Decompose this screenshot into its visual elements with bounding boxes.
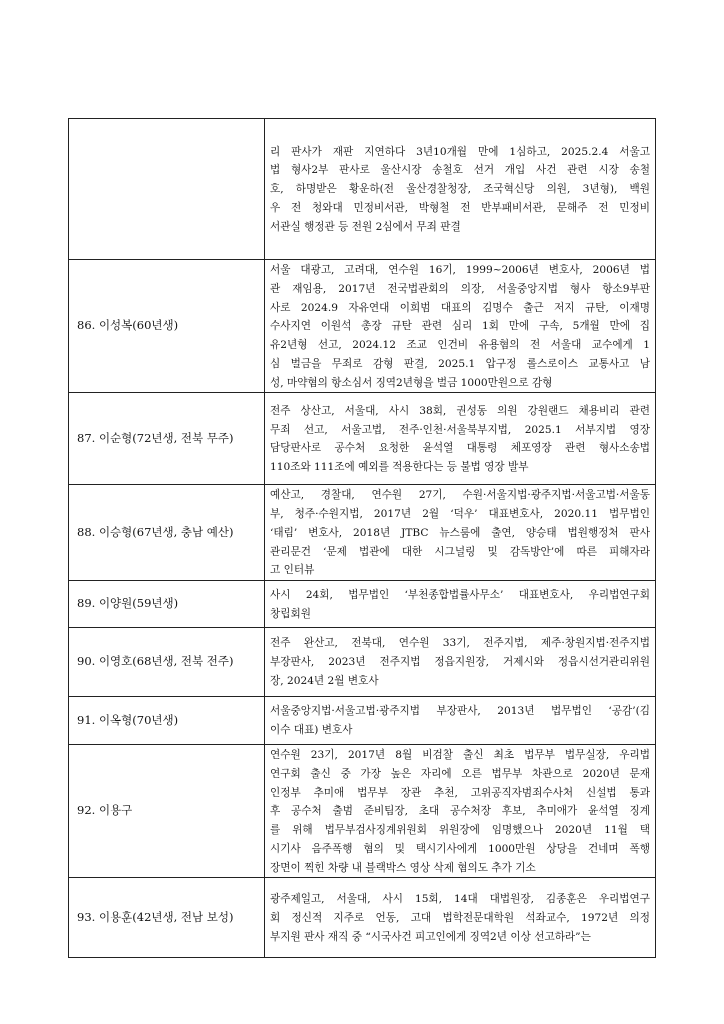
description-line: 이수 대표) 변호사	[270, 724, 353, 736]
career-description-cell	[265, 628, 656, 697]
table-row	[69, 628, 656, 697]
description-line: 호, 하명받은 황운하(전 울산경찰청장, 조국혁신당 의원, 3년형), 백원	[270, 183, 650, 196]
description-line: 예산고, 경찰대, 연수원 27기, 수원·서울지법·광주지법·서울고법·서울동	[270, 489, 650, 502]
description-line: 광주제일고, 서울대, 사시 15회, 14대 대법원장, 김종훈은 우리법연구	[270, 893, 650, 906]
description-line: 서울중앙지법·서울고법·광주지법 부장판사, 2013년 법무법인 ‘공감’(김	[270, 705, 650, 718]
career-description-cell	[265, 581, 656, 628]
person-name-cell: 91. 이옥형(70년생)	[69, 697, 265, 745]
description-line: 서울 대광고, 고려대, 연수원 16기, 1999~2006년 변호사, 2006년 법	[270, 264, 650, 276]
table-row	[69, 581, 656, 628]
description-line: 유2년형 선고, 2024.12 조교 인건비 유용혐의 전 서울대 교수에게 1	[270, 339, 650, 351]
description-line: 사로 2024.9 자유연대 이희범 대표의 김명수 출근 저지 규탄, 이재명	[270, 301, 650, 314]
description-line: 고 인터뷰	[270, 564, 315, 577]
description-line: 회 정신적 지주로 언동, 고대 법학전문대학원 석좌교수, 1972년 의정	[270, 911, 650, 924]
table-row	[69, 878, 656, 958]
career-description-cell	[265, 745, 656, 878]
description-line: 서관실 행정관 등 전원 2심에서 무죄 판결	[270, 220, 461, 233]
career-description-cell	[265, 485, 656, 581]
description-line: 장면이 찍힌 차량 내 블랙박스 영상 삭제 혐의도 추가 기소	[270, 861, 536, 874]
description-line: 전주 완산고, 전북대, 연수원 33기, 전주지법, 제주·창원지법·전주지법	[270, 637, 650, 650]
description-line: 창립회원	[270, 607, 311, 620]
description-line: 우 전 청와대 민정비서관, 박형철 전 반부패비서관, 문해주 전 민정비	[270, 201, 650, 214]
description-line: 심 벌금을 무죄로 감형 판결, 2025.1 압구정 롤스로이스 교통사고 남	[270, 357, 650, 370]
table-row	[69, 745, 656, 878]
description-line: 부, 청주·수원지법, 2017년 2월 ‘덕우’ 대표변호사, 2020.11 법무법인	[270, 508, 650, 520]
description-line: 후 공수처 출범 준비팀장, 초대 공수처장 후보, 추미애가 윤석열 징계	[270, 805, 650, 818]
description-line: 연구회 출신 중 가장 높은 자리에 오른 법무부 차관으로 2020년 문재	[270, 767, 650, 780]
description-line: 를 위해 법무부검사징계위원회 위원장에 임명했으나 2020년 11월 택	[270, 824, 650, 836]
person-name-cell: 87. 이순형(72년생, 전북 무주)	[69, 393, 265, 485]
description-line: 리 판사가 재판 지연하다 3년10개월 만에 1심하고, 2025.2.4 서울고	[270, 145, 650, 158]
description-line: 시기사 음주폭행 혐의 및 택시기사에게 1000만원 상당을 건네며 폭행	[270, 842, 650, 855]
table-row	[69, 697, 656, 745]
person-name-cell: 88. 이승형(67년생, 충남 예산)	[69, 485, 265, 581]
legal-profile-table	[68, 118, 656, 958]
career-description-cell	[265, 393, 656, 485]
table-row	[69, 485, 656, 581]
description-line: 사시 24회, 법무법인 ‘부천종합법률사무소’ 대표변호사, 우리법연구회	[270, 588, 650, 601]
description-line: 부지원 판사 재직 중 “시국사건 피고인에게 징역2년 이상 선고하라”는	[270, 930, 591, 943]
description-line: 성, 마약혐의 항소심서 징역2년형을 벌금 1000만원으로 감형	[270, 376, 553, 389]
person-name-cell: 90. 이영호(68년생, 전북 전주)	[69, 628, 265, 697]
description-line: 전주 상산고, 서울대, 사시 38회, 권성동 의원 강원랜드 채용비리 관련	[270, 404, 650, 417]
description-line: 연수원 23기, 2017년 8월 비검찰 출신 최초 법무부 법무실장, 우리법	[270, 749, 650, 761]
description-line: 법 형사2부 판사로 울산시장 송철호 선거 개입 사건 관련 시장 송철	[270, 164, 650, 177]
table-body	[69, 119, 656, 958]
description-line: 관리문건 ‘문제 법관에 대한 시그널링 및 감독방안’에 따른 피해자라	[270, 545, 650, 558]
career-description-cell	[265, 878, 656, 958]
table-row	[69, 260, 656, 393]
description-line: 부장판사, 2023년 전주지법 정읍지원장, 거제시와 정읍시선거관리위원	[270, 656, 650, 669]
description-line: 관 재임용, 2017년 전국법관회의 의장, 서울중앙지법 형사 항소9부판	[270, 282, 650, 295]
table-row	[69, 119, 656, 260]
description-line: 무죄 선고, 서울고법, 전주·인천·서울북부지법, 2025.1 서부지법 영장	[270, 423, 650, 436]
person-name-cell: 92. 이용구	[69, 745, 265, 878]
table-row	[69, 393, 656, 485]
description-line: 장, 2024년 2월 변호사	[270, 674, 379, 687]
description-line: 인정부 추미애 법무부 장관 추천, 고위공직자범죄수사처 신설법 통과	[270, 786, 650, 799]
description-line: ‘태림’ 변호사, 2018년 JTBC 뉴스룸에 출연, 양승태 법원행정처 판사	[270, 526, 650, 539]
person-name-cell: 86. 이성복(60년생)	[69, 260, 265, 393]
person-name-cell: 89. 이양원(59년생)	[69, 581, 265, 628]
description-line: 수사지연 이원석 총장 규탄 관련 심리 1회 만에 구속, 5개월 만에 집	[270, 320, 650, 333]
career-description-cell	[265, 697, 656, 745]
description-line: 담당판사로 공수처 요청한 윤석열 대통령 체포영장 관련 형사소송법	[270, 442, 650, 455]
person-name-cell: 93. 이용훈(42년생, 전남 보성)	[69, 878, 265, 958]
career-description-cell	[265, 119, 656, 260]
person-name-cell	[69, 119, 265, 260]
career-description-cell	[265, 260, 656, 393]
description-line: 110조와 111조에 예외를 적용한다는 등 불법 영장 발부	[270, 461, 529, 473]
